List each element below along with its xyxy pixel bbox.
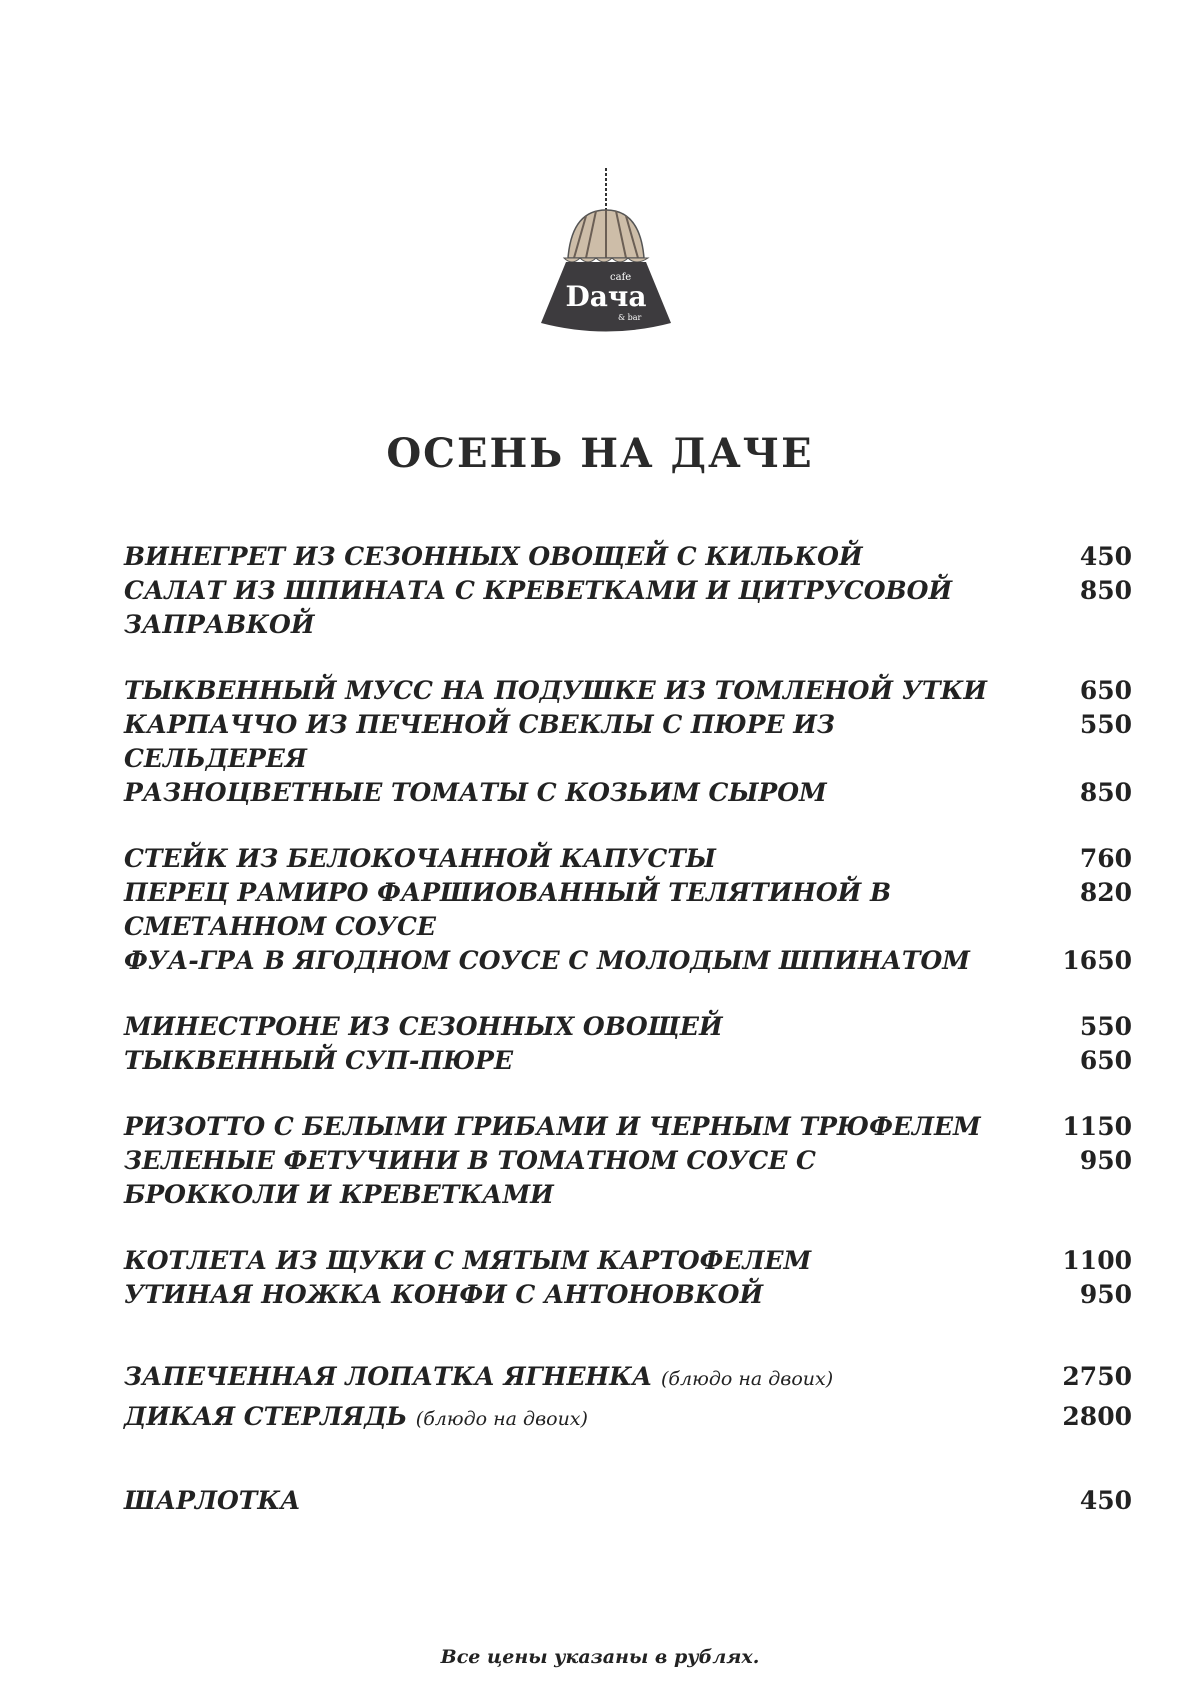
- logo-cafe-text: cafe: [610, 272, 632, 283]
- menu-item-title: ЗАПЕЧЕННАЯ ЛОПАТКА ЯГНЕНКА: [124, 1362, 653, 1391]
- menu-item-price: 2750: [1062, 1362, 1132, 1391]
- menu-item-title: ФУА-ГРА В ЯГОДНОМ СОУСЕ С МОЛОДЫМ ШПИНАТОМ: [124, 946, 970, 975]
- menu-item-price: 550: [1079, 710, 1132, 739]
- menu-item-title: КАРПАЧЧО ИЗ ПЕЧЕНОЙ СВЕКЛЫ С ПЮРЕ ИЗ СЕЛЬДЕРЕЯ: [124, 710, 835, 773]
- menu-item: [124, 876, 1132, 944]
- group-spacer: [124, 1312, 1132, 1360]
- menu-item-name: [124, 1010, 994, 1044]
- menu-item: [124, 776, 1132, 810]
- menu-item: [124, 1278, 1132, 1312]
- group-spacer: [124, 642, 1132, 674]
- menu-item-price: 1650: [1062, 946, 1132, 975]
- menu-item-name: [124, 1360, 994, 1396]
- menu-item-title: МИНЕСТРОНЕ ИЗ СЕЗОННЫХ ОВОЩЕЙ: [124, 1012, 723, 1041]
- menu-item-price: 820: [1079, 878, 1132, 907]
- menu-item-name: [124, 842, 994, 876]
- menu-item: [124, 842, 1132, 876]
- menu-item-price: 760: [1079, 844, 1132, 873]
- menu-item: [124, 1110, 1132, 1144]
- menu-item-name: [124, 1400, 994, 1436]
- menu-item-title: ДИКАЯ СТЕРЛЯДЬ: [124, 1402, 408, 1431]
- menu-item-title: ТЫКВЕННЫЙ СУП-ПЮРЕ: [124, 1046, 514, 1075]
- logo-bar-text: & bar: [618, 313, 642, 322]
- menu-item-name: [124, 1244, 994, 1278]
- menu-item: [124, 1244, 1132, 1278]
- group-spacer: [124, 810, 1132, 842]
- menu-item-name: [124, 708, 994, 776]
- menu-title: ОСЕНЬ НА ДАЧЕ: [386, 430, 814, 477]
- menu-item: [124, 1360, 1132, 1396]
- menu-item-name: [124, 674, 994, 708]
- menu-item-name: [124, 540, 994, 574]
- menu-item-title: РАЗНОЦВЕТНЫЕ ТОМАТЫ С КОЗЬИМ СЫРОМ: [124, 778, 827, 807]
- price-note: Все цены указаны в рублях.: [440, 1646, 760, 1668]
- menu-item-title: УТИНАЯ НОЖКА КОНФИ С АНТОНОВКОЙ: [124, 1280, 764, 1309]
- menu-item-price: 650: [1079, 1046, 1132, 1075]
- menu-item-title: СТЕЙК ИЗ БЕЛОКОЧАННОЙ КАПУСТЫ: [124, 844, 716, 873]
- menu-item-name: [124, 1278, 994, 1312]
- menu-item-title: ЗЕЛЕНЫЕ ФЕТУЧИНИ В ТОМАТНОМ СОУСЕ С БРОККОЛИ И КРЕВЕТКАМИ: [124, 1146, 816, 1209]
- menu-item-price: 1150: [1062, 1112, 1132, 1141]
- menu-item-name: [124, 1110, 994, 1144]
- menu-item-title: ВИНЕГРЕТ ИЗ СЕЗОННЫХ ОВОЩЕЙ С КИЛЬКОЙ: [124, 542, 863, 571]
- menu-item-note: (блюдо на двоих): [661, 1368, 834, 1390]
- menu-item: [124, 1044, 1132, 1078]
- menu-item-name: [124, 1044, 994, 1078]
- menu-item-price: 450: [1079, 1486, 1132, 1515]
- menu-item-title: РИЗОТТО С БЕЛЫМИ ГРИБАМИ И ЧЕРНЫМ ТРЮФЕЛЕМ: [124, 1112, 981, 1141]
- group-spacer: [124, 1078, 1132, 1110]
- menu-item-price: 1100: [1062, 1246, 1132, 1275]
- menu-item-price: 2800: [1062, 1402, 1132, 1431]
- menu-item: [124, 708, 1132, 776]
- menu-item-note: (блюдо на двоих): [415, 1408, 588, 1430]
- menu-item-name: [124, 944, 994, 978]
- menu-item-name: [124, 1144, 994, 1212]
- menu-item-price: 850: [1079, 576, 1132, 605]
- menu-item-price: 550: [1079, 1012, 1132, 1041]
- logo-dacha-text: Dача: [565, 280, 647, 313]
- menu-item: [124, 540, 1132, 574]
- menu-item-title: ПЕРЕЦ РАМИРО ФАРШИОВАННЫЙ ТЕЛЯТИНОЙ В СМЕТАННОМ СОУСЕ: [124, 878, 892, 941]
- menu-item-price: 950: [1079, 1146, 1132, 1175]
- menu-item-title: ШАРЛОТКА: [124, 1486, 301, 1515]
- menu-item: [124, 674, 1132, 708]
- menu-item-name: [124, 1484, 994, 1518]
- menu-item-title: САЛАТ ИЗ ШПИНАТА С КРЕВЕТКАМИ И ЦИТРУСОВОЙ ЗАПРАВКОЙ: [124, 576, 953, 639]
- group-spacer: [124, 1212, 1132, 1244]
- menu-item-name: [124, 876, 994, 944]
- menu-item-name: [124, 574, 994, 642]
- menu-list: [124, 540, 1132, 1518]
- group-spacer: [124, 1436, 1132, 1484]
- menu-item: [124, 1144, 1132, 1212]
- menu-item-price: 850: [1079, 778, 1132, 807]
- menu-item: [124, 944, 1132, 978]
- menu-item-price: 450: [1079, 542, 1132, 571]
- menu-item: [124, 1010, 1132, 1044]
- group-spacer: [124, 978, 1132, 1010]
- menu-item-title: КОТЛЕТА ИЗ ЩУКИ С МЯТЫМ КАРТОФЕЛЕМ: [124, 1246, 812, 1275]
- cafe-dacha-logo: [536, 168, 676, 358]
- menu-item: [124, 1484, 1132, 1518]
- menu-item-price: 650: [1079, 676, 1132, 705]
- menu-item: [124, 574, 1132, 642]
- menu-item: [124, 1400, 1132, 1436]
- menu-item-price: 950: [1079, 1280, 1132, 1309]
- menu-item-title: ТЫКВЕННЫЙ МУСС НА ПОДУШКЕ ИЗ ТОМЛЕНОЙ УТКИ: [124, 676, 987, 705]
- menu-item-name: [124, 776, 994, 810]
